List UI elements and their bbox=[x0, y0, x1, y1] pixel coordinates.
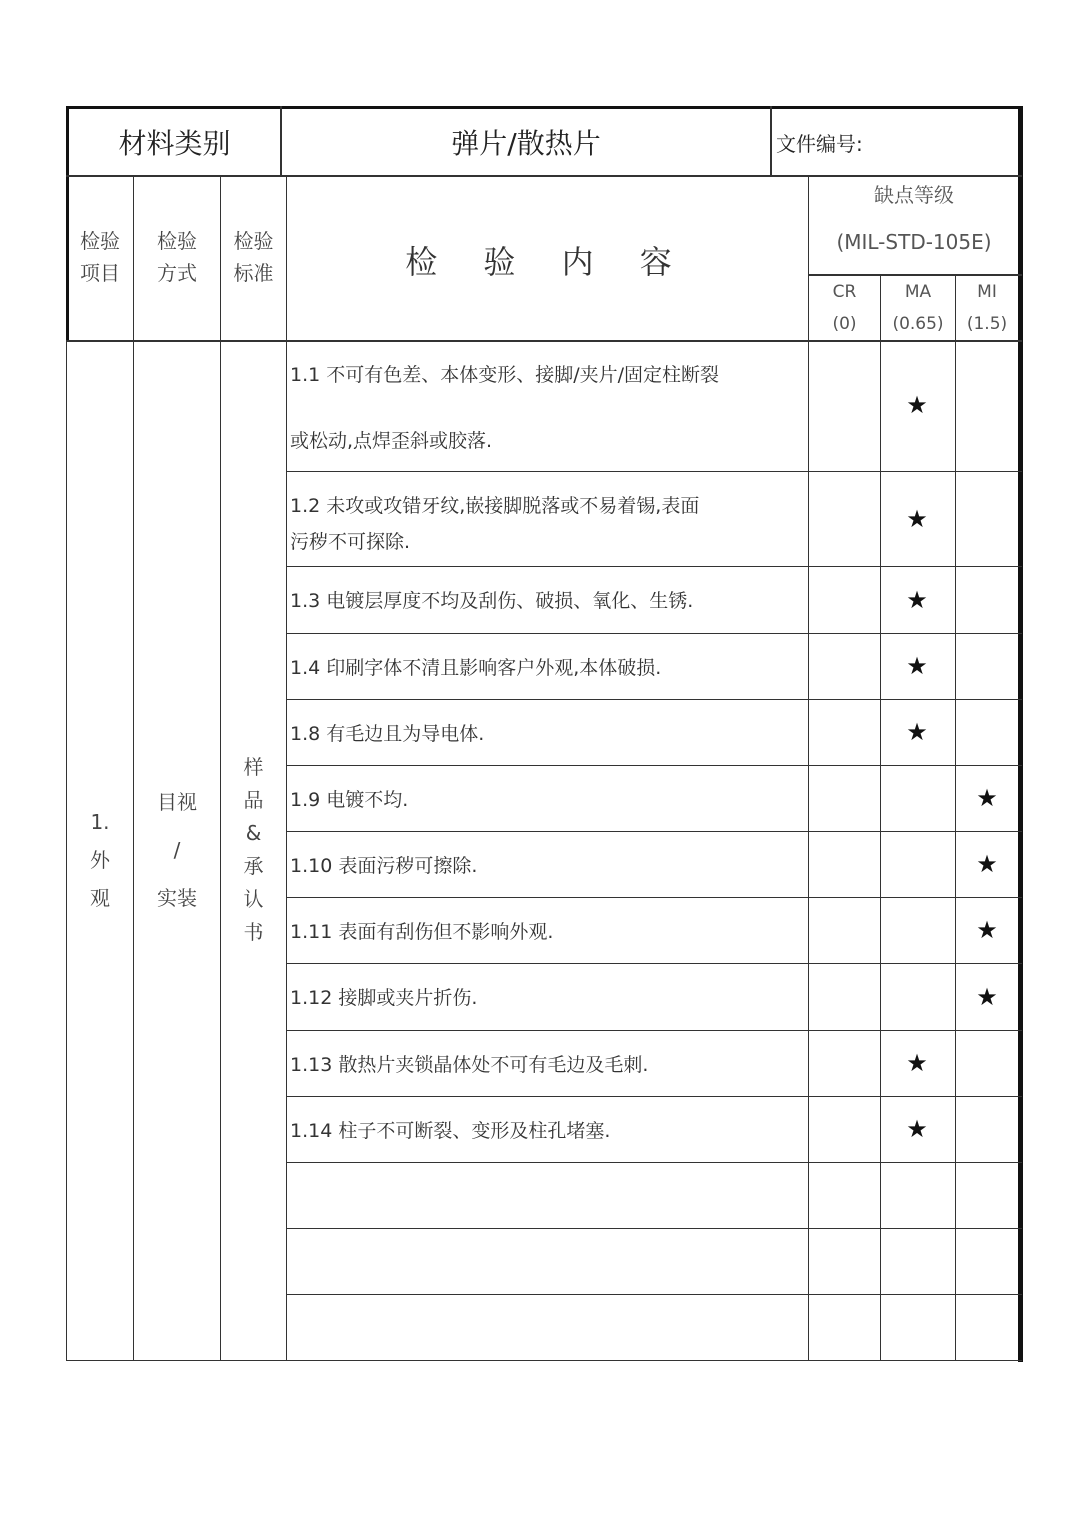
section-standard-char: 认 bbox=[243, 887, 264, 911]
row-text: 1.8 有毛边且为导电体. bbox=[290, 722, 485, 745]
cr-aql: (0) bbox=[832, 314, 857, 334]
section-item-line: 1. bbox=[90, 810, 110, 834]
defect-star-icon: ★ bbox=[906, 1115, 928, 1143]
cr-header: CR bbox=[832, 282, 857, 302]
grid-line bbox=[808, 274, 1022, 276]
row-separator bbox=[286, 1228, 1022, 1229]
doc-number-label: 文件编号: bbox=[776, 131, 863, 156]
section-standard-char: & bbox=[245, 821, 262, 845]
col-item-header bbox=[67, 222, 133, 292]
ma-aql: (0.65) bbox=[892, 314, 944, 334]
defect-star-icon: ★ bbox=[906, 391, 928, 419]
col-content-header: 检 验 内 容 bbox=[405, 243, 690, 281]
grid-line bbox=[880, 275, 881, 1361]
section-standard-char: 承 bbox=[243, 854, 264, 878]
row-text: 1.4 印刷字体不清且影响客户外观,本体破损. bbox=[290, 656, 662, 679]
row-text-line2: 污秽不可探除. bbox=[290, 530, 411, 553]
section-item bbox=[67, 800, 133, 920]
grid-line bbox=[66, 1360, 1022, 1361]
section-standard-char: 品 bbox=[243, 788, 264, 812]
row-text: 1.12 接脚或夹片折伤. bbox=[290, 987, 478, 1009]
section-method-line: 实装 bbox=[157, 886, 197, 910]
row-text-line1: 1.1 不可有色差、本体变形、接脚/夹片/固定柱断裂 bbox=[290, 363, 720, 386]
col-standard-line: 标准 bbox=[233, 261, 274, 285]
defect-star-icon: ★ bbox=[976, 916, 998, 944]
section-method-line: / bbox=[173, 838, 181, 862]
defect-star-icon: ★ bbox=[906, 718, 928, 746]
section-standard-char: 书 bbox=[243, 920, 264, 944]
section-method-line: 目视 bbox=[157, 790, 197, 814]
col-standard-line: 检验 bbox=[233, 229, 274, 253]
right-border bbox=[1018, 106, 1023, 1362]
mi-aql: (1.5) bbox=[966, 314, 1008, 334]
section-method bbox=[134, 780, 220, 920]
row-text: 1.10 表面污秽可擦除. bbox=[290, 854, 478, 877]
defect-star-icon: ★ bbox=[976, 982, 998, 1011]
mi-header: MI bbox=[977, 282, 997, 302]
grid-line bbox=[66, 340, 1022, 342]
section-item-line: 观 bbox=[90, 886, 110, 910]
col-item-line: 检验 bbox=[80, 229, 120, 253]
col-item-line: 项目 bbox=[80, 261, 120, 285]
defect-standard: (MIL-STD-105E) bbox=[836, 230, 992, 254]
row-text-line2: 或松动,点焊歪斜或胶落. bbox=[290, 429, 493, 452]
row-separator bbox=[286, 1294, 1022, 1295]
section-standard-char: 样 bbox=[243, 755, 264, 779]
defect-star-icon: ★ bbox=[976, 784, 998, 812]
material-category-label: 材料类别 bbox=[118, 127, 231, 160]
row-text: 1.14 柱子不可断裂、变形及柱孔堵塞. bbox=[290, 1119, 611, 1142]
col-standard-header bbox=[221, 222, 286, 292]
defect-star-icon: ★ bbox=[906, 585, 928, 614]
grid-line bbox=[808, 176, 809, 1361]
grid-line bbox=[770, 106, 772, 176]
row-separator bbox=[286, 471, 1022, 472]
row-text-line1: 1.2 未攻或攻错牙纹,嵌接脚脱落或不易着锡,表面 bbox=[290, 494, 700, 517]
grid-line bbox=[286, 176, 287, 1361]
grid-line bbox=[133, 176, 134, 1361]
col-method-header bbox=[134, 222, 220, 292]
defect-star-icon: ★ bbox=[906, 1049, 928, 1077]
defect-star-icon: ★ bbox=[906, 652, 928, 680]
col-method-line: 方式 bbox=[157, 261, 197, 285]
material-category-value: 弹片/散热片 bbox=[451, 127, 601, 160]
ma-header: MA bbox=[904, 282, 932, 302]
defect-level-header: 缺点等级 bbox=[874, 182, 954, 207]
row-text: 1.9 电镀不均. bbox=[290, 788, 409, 811]
row-text: 1.11 表面有刮伤但不影响外观. bbox=[290, 920, 554, 943]
section-standard bbox=[221, 735, 286, 965]
defect-star-icon: ★ bbox=[906, 504, 928, 533]
section-item-line: 外 bbox=[90, 848, 110, 872]
grid-line bbox=[955, 275, 956, 1361]
col-method-line: 检验 bbox=[157, 229, 197, 253]
defect-star-icon: ★ bbox=[976, 850, 998, 878]
row-text: 1.13 散热片夹锁晶体处不可有毛边及毛刺. bbox=[290, 1053, 649, 1076]
row-separator bbox=[286, 1162, 1022, 1163]
row-text: 1.3 电镀层厚度不均及刮伤、破损、氧化、生锈. bbox=[290, 590, 694, 612]
